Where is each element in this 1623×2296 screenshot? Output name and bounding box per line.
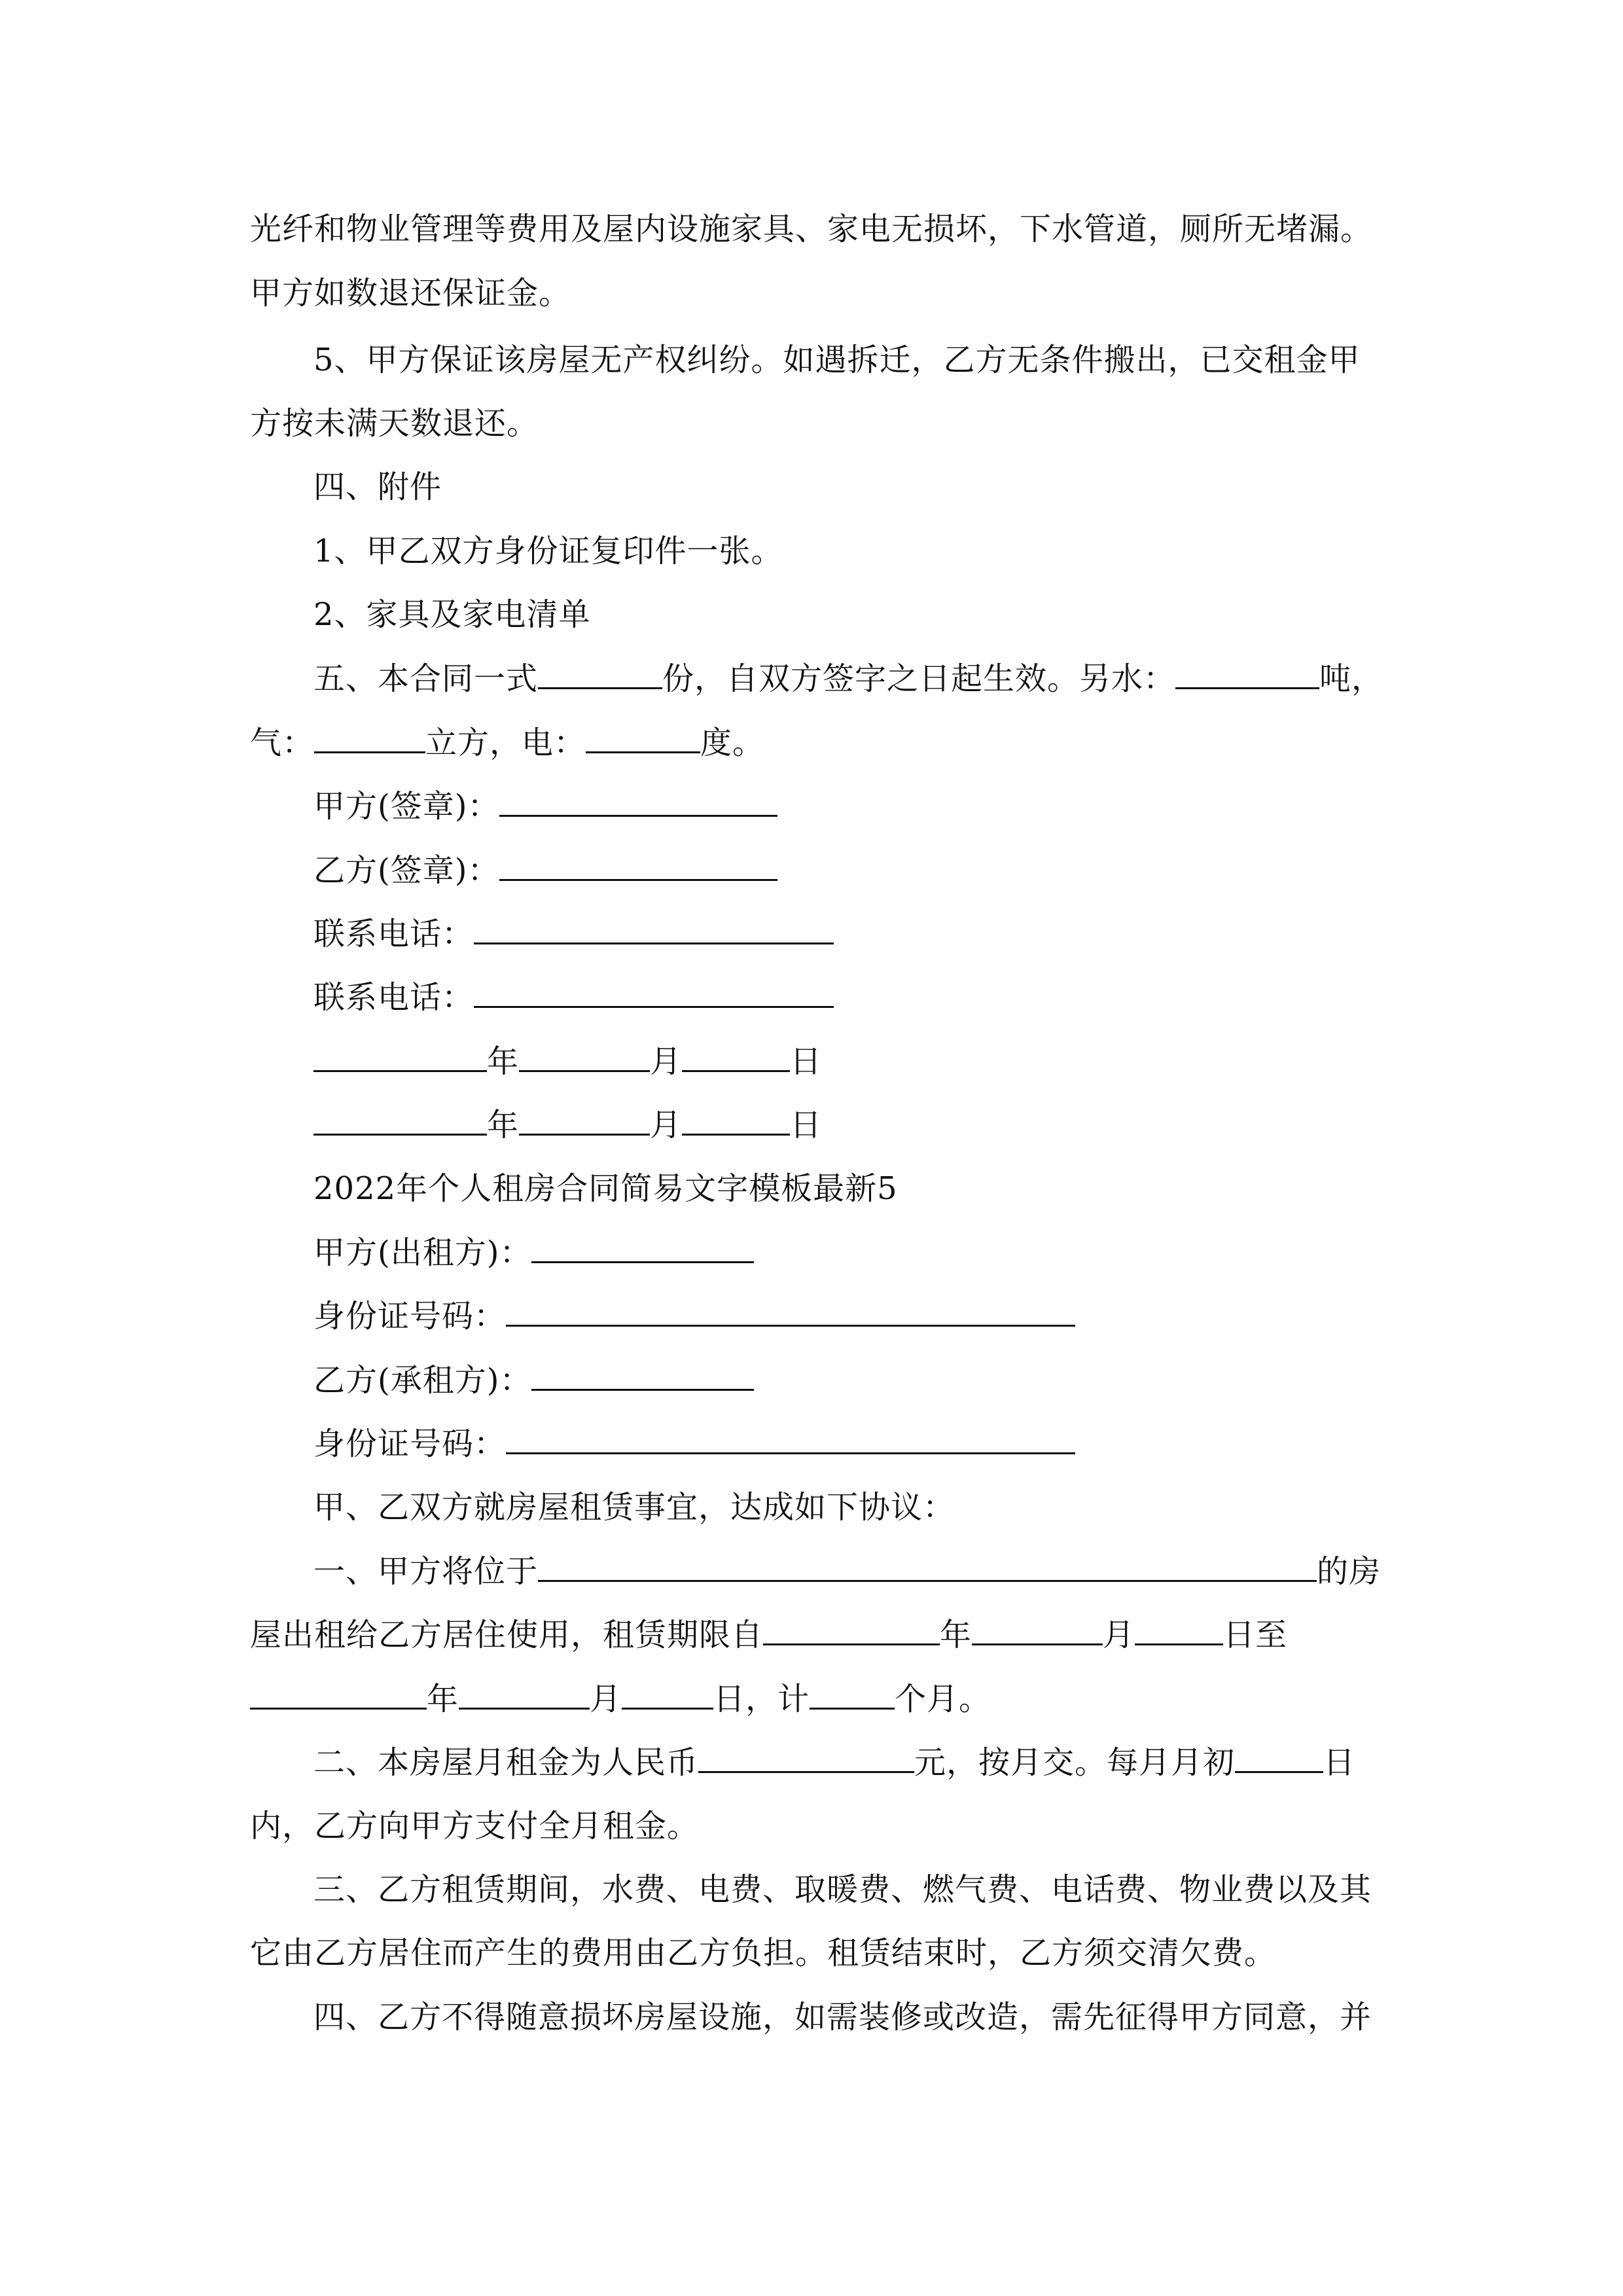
text: 个月。 xyxy=(895,1681,991,1717)
text: 二、本房屋月租金为人民币 xyxy=(313,1744,699,1781)
text: 立方，电： xyxy=(425,725,586,761)
date-line xyxy=(313,1041,822,1081)
year-blank[interactable] xyxy=(313,1105,487,1136)
id-line xyxy=(313,1424,1075,1463)
label: 身份证号码： xyxy=(313,1298,507,1335)
text: 月 xyxy=(650,1107,683,1143)
start-day-blank[interactable] xyxy=(1135,1615,1223,1645)
clause-one-line xyxy=(250,1615,1287,1654)
text: 五、本合同一式 xyxy=(313,660,539,697)
rent-blank[interactable] xyxy=(698,1742,914,1773)
day-blank[interactable] xyxy=(682,1105,790,1136)
list-item: 1、甲乙双方身份证复印件一张。 xyxy=(313,533,783,569)
clause-two-line: 内，乙方向甲方支付全月租金。 xyxy=(250,1808,700,1844)
section-heading: 四、附件 xyxy=(313,469,442,505)
text: 年 xyxy=(427,1681,459,1717)
month-blank[interactable] xyxy=(519,1105,650,1136)
text: 份，自双方签字之日起生效。另水： xyxy=(662,660,1176,697)
year-blank[interactable] xyxy=(313,1041,487,1072)
text: 日 xyxy=(790,1043,823,1080)
signature-line-b xyxy=(313,850,777,889)
start-year-blank[interactable] xyxy=(763,1615,940,1645)
text: 的房 xyxy=(1317,1553,1382,1590)
end-year-blank[interactable] xyxy=(250,1679,427,1710)
label: 联系电话： xyxy=(313,979,474,1016)
months-blank[interactable] xyxy=(810,1679,895,1710)
text: 月 xyxy=(1103,1617,1135,1653)
clause-three-line: 三、乙方租赁期间，水费、电费、取暖费、燃气费、电话费、物业费以及其 xyxy=(313,1871,1372,1908)
text: 屋出租给乙方居住使用，租赁期限自 xyxy=(250,1617,764,1653)
gas-blank[interactable] xyxy=(314,723,425,753)
label: 联系电话： xyxy=(313,916,474,952)
lessor-blank[interactable] xyxy=(531,1232,754,1263)
agreement-intro: 甲、乙双方就房屋租赁事宜，达成如下协议： xyxy=(313,1489,955,1526)
text: 度。 xyxy=(700,725,765,761)
signature-line-a xyxy=(313,786,777,825)
text: 气： xyxy=(250,725,315,761)
label: 甲方(出租方)： xyxy=(313,1234,532,1271)
paragraph-line: 光纤和物业管理等费用及屋内设施家具、家电无损坏，下水管道，厕所无堵漏。 xyxy=(250,211,1373,247)
phone-blank[interactable] xyxy=(474,977,834,1008)
id-line xyxy=(313,1296,1075,1335)
text: 日，计 xyxy=(713,1681,810,1717)
end-month-blank[interactable] xyxy=(459,1679,590,1710)
text: 一、甲方将位于 xyxy=(313,1553,539,1590)
phone-blank[interactable] xyxy=(474,914,834,944)
paragraph-line: 甲方如数退还保证金。 xyxy=(250,275,571,312)
lessor-line xyxy=(313,1232,754,1272)
label: 乙方(签章)： xyxy=(313,852,500,889)
text: 日 xyxy=(790,1107,823,1143)
list-item: 2、家具及家电清单 xyxy=(313,596,591,633)
text: 年 xyxy=(940,1617,972,1653)
clause-one-line xyxy=(313,1551,1381,1590)
lessee-line xyxy=(313,1360,754,1399)
text: 元，按月交。每月月初 xyxy=(914,1744,1236,1781)
section-five-line xyxy=(313,658,1383,698)
text: 年 xyxy=(487,1107,520,1143)
clause-four-line: 四、乙方不得随意损坏房屋设施，如需装修或改造，需先征得甲方同意，并 xyxy=(313,1999,1372,2036)
label: 甲方(签章)： xyxy=(313,788,500,825)
lessee-blank[interactable] xyxy=(531,1360,754,1391)
signature-blank[interactable] xyxy=(499,850,777,881)
section-five-line xyxy=(250,723,764,762)
phone-line xyxy=(313,914,834,953)
clause-two-line xyxy=(313,1742,1355,1782)
text: 日 xyxy=(1323,1744,1356,1781)
clause-three-line: 它由乙方居住而产生的费用由乙方负担。租赁结束时，乙方须交清欠费。 xyxy=(250,1935,1277,1971)
signature-blank[interactable] xyxy=(499,786,777,817)
text: 吨， xyxy=(1319,660,1384,697)
end-day-blank[interactable] xyxy=(622,1679,713,1710)
text: 年 xyxy=(487,1043,520,1080)
id-blank[interactable] xyxy=(506,1424,1075,1454)
day-blank[interactable] xyxy=(682,1041,790,1072)
location-blank[interactable] xyxy=(538,1551,1317,1582)
month-blank[interactable] xyxy=(519,1041,650,1072)
text: 月 xyxy=(650,1043,683,1080)
text: 月 xyxy=(590,1681,622,1717)
id-blank[interactable] xyxy=(506,1296,1075,1327)
label: 乙方(承租方)： xyxy=(313,1362,532,1399)
copies-blank[interactable] xyxy=(538,658,662,689)
pay-day-blank[interactable] xyxy=(1235,1742,1323,1773)
clause-one-line xyxy=(250,1679,991,1718)
paragraph-line: 方按未满天数退还。 xyxy=(250,405,539,442)
text: 日至 xyxy=(1223,1617,1288,1653)
date-line xyxy=(313,1105,822,1144)
label: 身份证号码： xyxy=(313,1426,507,1462)
template-title: 2022年个人租房合同简易文字模板最新5 xyxy=(313,1170,898,1207)
start-month-blank[interactable] xyxy=(972,1615,1103,1645)
water-blank[interactable] xyxy=(1175,658,1319,689)
electricity-blank[interactable] xyxy=(586,723,700,753)
paragraph-line: 5、甲方保证该房屋无产权纠纷。如遇拆迁，乙方无条件搬出，已交租金甲 xyxy=(313,342,1361,378)
phone-line xyxy=(313,977,834,1016)
